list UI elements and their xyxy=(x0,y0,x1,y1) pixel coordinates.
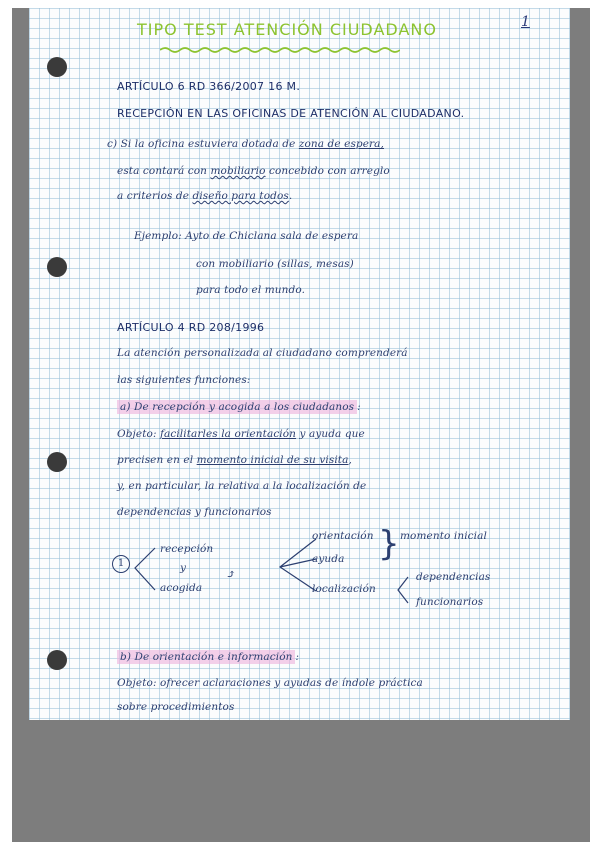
binder-hole xyxy=(47,650,67,670)
function-a-line-1 xyxy=(117,428,365,440)
function-b-title xyxy=(117,651,299,663)
diagram-orientacion: orientación xyxy=(312,530,374,542)
underlined-text: zona de espera, xyxy=(298,138,384,150)
small-bracket-lines xyxy=(394,575,412,607)
article-6-heading: ARTÍCULO 6 RD 366/2007 16 M. xyxy=(117,80,301,93)
art6-line-1 xyxy=(107,138,384,150)
diagram-arrow-mark: ⤴ xyxy=(226,567,237,581)
diagram-dependencias: dependencias xyxy=(416,571,491,583)
highlighted-text: b) De orientación e información xyxy=(117,650,295,664)
art6-line-2 xyxy=(117,165,390,177)
example-line-2: con mobiliario (sillas, mesas) xyxy=(196,258,354,270)
diagram-momento-inicial: momento inicial xyxy=(400,530,487,542)
diagram-acogida: acogida xyxy=(160,582,203,594)
function-a-title xyxy=(117,401,361,413)
example-line-3: para todo el mundo. xyxy=(196,284,306,296)
curly-brace: } xyxy=(378,524,400,564)
text: y ayuda que xyxy=(296,428,365,440)
function-a-line-4: dependencias y funcionarios xyxy=(117,506,272,518)
art4-line-2: las siguientes funciones: xyxy=(117,374,251,386)
text: esta contará con xyxy=(117,165,211,177)
text: Objeto: xyxy=(117,428,161,440)
underlined-text: diseño para todos xyxy=(192,190,289,202)
function-b-line-1: Objeto: ofrecer aclaraciones y ayudas de índole práctica xyxy=(117,677,423,689)
text: c) Si la oficina estuviera dotada de xyxy=(107,138,299,150)
diagram-recepcion: recepción xyxy=(160,543,214,555)
art6-line-3 xyxy=(117,190,292,202)
example-line-1: Ejemplo: Ayto de Chiclana sala de espera xyxy=(134,230,359,242)
diagram-ayuda: ayuda xyxy=(312,553,345,565)
article-4-heading: ARTÍCULO 4 RD 208/1996 xyxy=(117,321,265,334)
page-title: TIPO TEST ATENCIÓN CIUDADANO xyxy=(137,20,437,39)
text: : xyxy=(357,401,361,413)
text: . xyxy=(288,190,293,202)
underlined-text: facilitarles la orientación xyxy=(160,428,297,440)
binder-hole xyxy=(47,57,67,77)
diagram-funcionarios: funcionarios xyxy=(416,596,484,608)
underlined-text: momento inicial de su visita xyxy=(196,454,349,466)
binder-hole xyxy=(47,257,67,277)
diagram-y: y xyxy=(180,562,187,574)
function-b-line-2: sobre procedimientos xyxy=(117,701,235,713)
article-6-subheading: RECEPCIÓN EN LAS OFICINAS DE ATENCIÓN AL CIUDADANO. xyxy=(117,107,465,120)
underlined-text: mobiliario xyxy=(210,165,266,177)
text: concebido con arreglo xyxy=(265,165,390,177)
highlighted-text: a) De recepción y acogida a los ciudadanos xyxy=(117,400,357,414)
text: : xyxy=(295,651,300,663)
page-number: 1 xyxy=(521,14,530,30)
art4-line-1: La atención personalizada al ciudadano comprenderá xyxy=(117,347,408,359)
binder-hole xyxy=(47,452,67,472)
circled-number: 1 xyxy=(112,555,130,573)
text: a criterios de xyxy=(117,190,193,202)
diagram-localizacion: localización xyxy=(312,583,376,595)
function-a-line-3: y, en particular, la relativa a la localización de xyxy=(117,480,367,492)
function-a-line-2 xyxy=(117,454,352,466)
text: , xyxy=(348,454,352,466)
title-wavy-underline xyxy=(160,46,400,54)
text: precisen en el xyxy=(117,454,197,466)
left-bracket-lines xyxy=(125,540,165,600)
